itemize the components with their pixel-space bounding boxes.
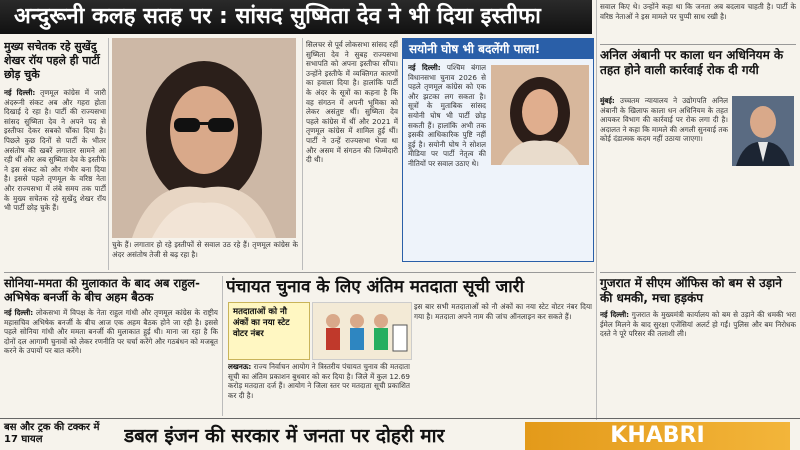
divider — [600, 272, 796, 273]
anil-ambani-body: उच्चतम न्यायालय ने उद्योगपति अनिल अंबानी के खिलाफ काला धन अधिनियम के तहत आयकर विभाग की कार्रवाई पर रोक लगा दी है। अदालत ने कहा कि मामले की अगली सुनवाई तक कोई दंडात्मक कदम नहीं उठाया जाएगा। — [600, 96, 728, 144]
middle-column-text: सिलचर से पूर्व लोकसभा सांसद रहीं सुष्मिता देव ने सुबह राज्यसभा सभापति को अपना इस्तीफा सौंपा। उन्होंने इस्तीफे में व्यक्तिगत कारणों का हवाला दिया है। हालांकि पार्टी के अंदर के सूत्रों का कहना है कि वह संगठन में अपनी भूमिका को लेकर असंतुष्ट थीं। सुष्मिता देव पहले कांग्रेस में थीं और 2021 में तृणमूल कांग्रेस में शामिल हुई थीं। पार्टी ने उन्हें राज्यसभा भेजा था और असम में संगठन की जिम्मेदारी दी थी। — [306, 40, 398, 165]
sonia-headline: सोनिया-ममता की मुलाकात के बाद अब राहुल-अभिषेक बनर्जी के बीच अहम बैठक — [4, 276, 200, 304]
panchayat-box-text: मतदाताओं को नौ अंकों का नया स्टेट वोटर नंबर — [233, 307, 290, 339]
advertisement-banner[interactable]: KHABRI — [525, 422, 790, 450]
panchayat-headline: पंचायत चुनाव के लिए अंतिम मतदाता सूची जारी — [226, 277, 524, 297]
photo-caption: चुके हैं। लगातार हो रहे इस्तीफों से सवाल उठ रहे हैं। तृणमूल कांग्रेस के अंदर असंतोष तेजी से बढ़ रहा है। — [112, 240, 298, 259]
voters-cartoon — [313, 303, 411, 359]
divider — [600, 44, 796, 45]
left-body-text — [4, 88, 106, 258]
bottom-headline: डबल इंजन की सरकार में जनता पर दोहरी मार — [124, 425, 445, 447]
main-headline: अन्दुरूनी कलह सतह पर : सांसद सुष्मिता देव ने भी दिया इस्तीफा — [0, 0, 592, 34]
sonia-dateline: नई दिल्ली: — [4, 308, 34, 317]
photo-sayoni-ghosh — [491, 65, 589, 165]
sayoni-body: पश्चिम बंगाल विधानसभा चुनाव 2026 से पहले तृणमूल कांग्रेस को एक और झटका लग सकता है। सूत्रों के मुताबिक सांसद सयोनी घोष भी पार्टी छोड़ सकती हैं। हालांकि अभी तक इसकी आधिकारिक पुष्टि नहीं हुई है। सयोनी घोष ने सोशल मीडिया पर पार्टी नेतृत्व की नीतियों पर सवाल उठाए थे। — [408, 63, 486, 168]
divider — [0, 418, 800, 419]
sayoni-body-text — [408, 63, 486, 255]
left-dateline: नई दिल्ली: — [4, 88, 36, 97]
photo-anil-ambani — [732, 96, 794, 166]
portrait-illustration — [732, 96, 794, 166]
left-body: तृणमूल कांग्रेस में जारी अंदरूनी संकट अब और गहरा होता दिखाई दे रहा है। पार्टी की राज्यसभा सांसद सुष्मिता देव ने अपने पद से इस्तीफा देकर सबको चौंका दिया है। पिछले कुछ दिनों से पार्टी के भीतर असंतोष की खबरें लगातार सामने आ रही थीं और अब सुष्मिता देव के इस्तीफे ने इस संकट को और गंभीर बना दिया है। इससे पहले तृणमूल के वरिष्ठ नेता और राज्यसभा में लंबे समय तक पार्टी के मुख्य सचेतक रहे सुखेंदु शेखर रॉय भी पार्टी छोड़ चुके हैं। — [4, 88, 106, 213]
divider — [222, 276, 223, 416]
gujarat-dateline: नई दिल्ली: — [600, 310, 630, 319]
photo-sushmita-dev — [112, 38, 296, 238]
sayoni-dateline: नई दिल्ली: — [408, 63, 441, 72]
left-column — [4, 40, 106, 272]
panchayat-illustration — [312, 302, 412, 360]
panchayat-body2: इस बार सभी मतदाताओं को नौ अंकों का नया स्टेट वोटर नंबर दिया गया है। मतदाता अपने नाम की जांच ऑनलाइन कर सकते हैं। — [414, 302, 592, 321]
portrait-illustration — [491, 65, 589, 165]
divider — [596, 0, 597, 420]
divider — [302, 38, 303, 270]
panchayat-dateline: लखनऊ: — [228, 362, 252, 371]
sayoni-headline: सयोनी घोष भी बदलेंगी पाला! — [403, 39, 593, 59]
gujarat-body-text — [600, 310, 796, 416]
left-subhead: मुख्य सचेतक रहे सुखेंदु शेखर रॉय पहले ही पार्टी छोड़ चुके — [4, 40, 100, 81]
bottom-left-headline: बस और ट्रक की टक्कर में 17 घायल — [4, 422, 100, 445]
sonia-body-text — [4, 308, 218, 416]
divider — [4, 272, 594, 273]
portrait-illustration — [112, 38, 296, 238]
anil-ambani-body-text — [600, 96, 728, 268]
sayoni-box — [402, 38, 594, 262]
gujarat-headline: गुजरात में सीएम ऑफिस को बम से उड़ाने की धमकी, मचा हड़कंप — [600, 276, 782, 305]
anil-ambani-dateline: मुंबई: — [600, 96, 615, 105]
panchayat-body-text — [228, 362, 410, 416]
panchayat-highlight-box — [228, 302, 310, 360]
anil-ambani-headline: अनिल अंबानी पर काला धन अधिनियम के तहत होने वाली कार्रवाई रोक दी गयी — [600, 48, 784, 77]
panchayat-body: राज्य निर्वाचन आयोग ने त्रिस्तरीय पंचायत चुनाव की मतदाता सूची का अंतिम प्रकाशन बुधवार को कर दिया है। जिले में कुल 12.69 करोड़ मतदाता दर्ज हैं। आयोग ने जिला स्तर पर मतदाता सूची प्रकाशित कर दी है। — [228, 362, 410, 400]
gujarat-body: गुजरात के मुख्यमंत्री कार्यालय को बम से उड़ाने की धमकी भरा ईमेल मिलने के बाद सुरक्षा एजेंसियां अलर्ट हो गईं। पुलिस और बम निरोधक दस्ते ने पूरे परिसर की तलाशी ली। — [600, 310, 796, 339]
right-top-text: सवाल किए थे। उन्होंने कहा था कि जनता अब बदलाव चाहती है। पार्टी के वरिष्ठ नेताओं ने इस मामले पर चुप्पी साध रखी है। — [600, 2, 796, 21]
divider — [108, 38, 109, 270]
sonia-body: लोकसभा में विपक्ष के नेता राहुल गांधी और तृणमूल कांग्रेस के राष्ट्रीय महासचिव अभिषेक बनर्जी के बीच आज एक अहम बैठक होने जा रही है। इससे पहले सोनिया गांधी और ममता बनर्जी की मुलाकात हुई थी। माना जा रहा है कि दोनों दल आगामी चुनावों को लेकर रणनीति पर चर्चा करेंगे और गठबंधन को मजबूत करने के उपायों पर बात करेंगे। — [4, 308, 218, 356]
